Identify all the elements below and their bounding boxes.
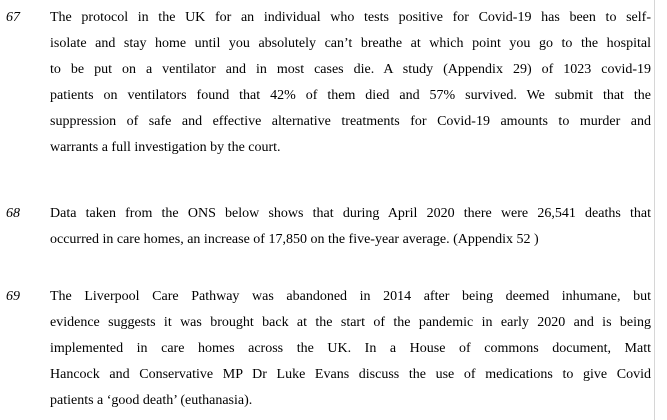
paragraph-number: 68 bbox=[6, 206, 20, 221]
text-line: warrants a full investigation by the court. bbox=[50, 140, 281, 155]
text-line: suppression of safe and effective alternative treatments for Covid-19 amounts to murder and bbox=[50, 114, 651, 129]
paragraph-text bbox=[50, 201, 651, 253]
text-line: isolate and stay home until you absolutely can’t breathe at which point you go to the hospital bbox=[50, 36, 651, 51]
text-line: The protocol in the UK for an individual who tests positive for Covid-19 has been to self- bbox=[50, 10, 651, 25]
paragraph-text bbox=[50, 284, 651, 414]
text-line: occurred in care homes, an increase of 17,850 on the five-year average. (Appendix 52 ) bbox=[50, 232, 539, 247]
text-line: Data taken from the ONS below shows that during April 2020 there were 26,541 deaths that bbox=[50, 206, 651, 221]
text-line: The Liverpool Care Pathway was abandoned in 2014 after being deemed inhumane, but bbox=[50, 289, 651, 304]
text-line: patients a ‘good death’ (euthanasia). bbox=[50, 393, 253, 408]
paragraph-number: 69 bbox=[6, 289, 20, 304]
page-edge-rule bbox=[654, 0, 655, 420]
text-line: patients on ventilators found that 42% of them died and 57% survived. We submit that the bbox=[50, 88, 651, 103]
text-line: implemented in care homes across the UK. In a House of commons document, Matt bbox=[50, 341, 651, 356]
paragraph-number: 67 bbox=[6, 10, 20, 25]
text-line: Hancock and Conservative MP Dr Luke Evans discuss the use of medications to give Covid bbox=[50, 367, 651, 382]
paragraph-text bbox=[50, 5, 651, 161]
text-line: to be put on a ventilator and in most cases die. A study (Appendix 29) of 1023 covid-19 bbox=[50, 62, 651, 77]
text-line: evidence suggests it was brought back at the start of the pandemic in early 2020 and is being bbox=[50, 315, 651, 330]
